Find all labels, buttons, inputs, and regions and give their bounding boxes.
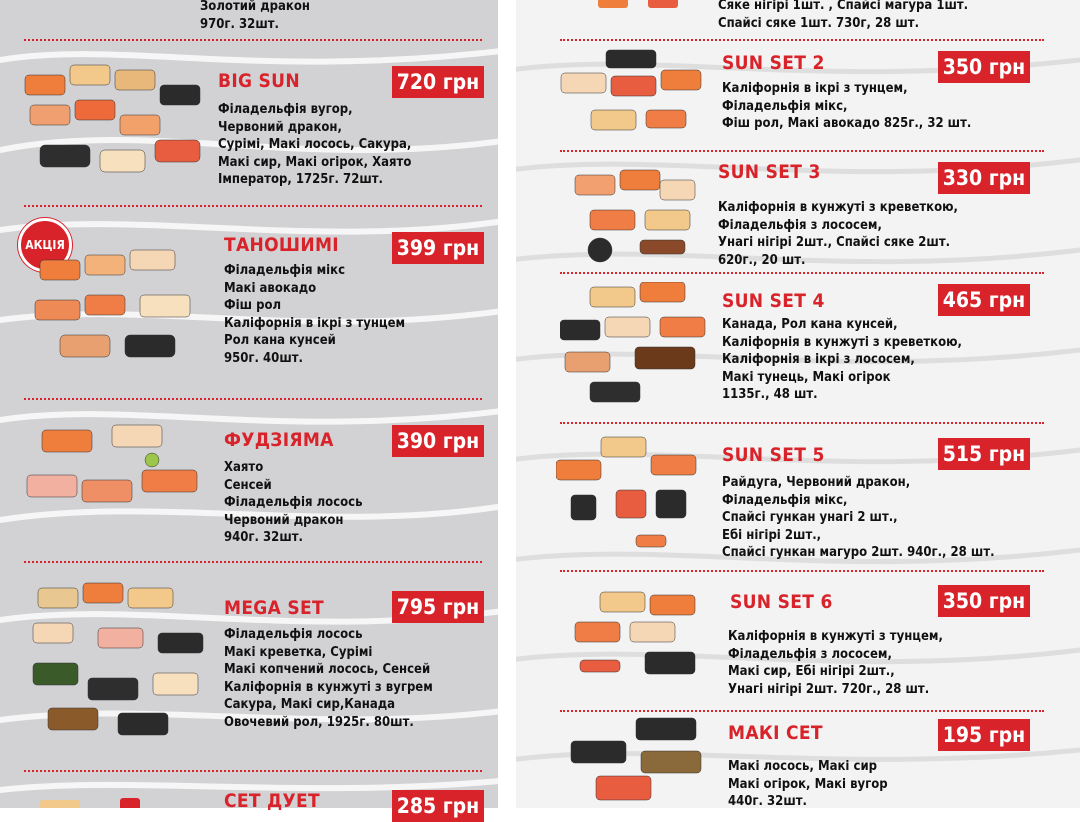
description-line: 970г. 32шт. (200, 16, 279, 32)
description-line: 440г. 32шт. (728, 794, 807, 809)
description-line: Спайсі сяке 1шт. 730г, 28 шт. (718, 15, 920, 31)
description-line: 1135г., 48 шт. (722, 387, 818, 402)
sushi-set-photo (566, 716, 711, 808)
item-description (718, 199, 958, 269)
price-tag: 350 грн (938, 51, 1030, 83)
item-title: SUN SET 6 (730, 591, 833, 613)
description-line: Ебі нігірі 2шт., (722, 527, 822, 543)
price-tag: 465 грн (938, 284, 1030, 316)
item-description (224, 262, 405, 367)
description-line: Макі креветка, Сурімі (224, 644, 373, 660)
dotted-separator (24, 398, 482, 400)
description-line: Сакура, Макі сир,Канада (224, 697, 396, 712)
price-tag: 350 грн (938, 585, 1030, 617)
description-line: 620г., 20 шт. (718, 252, 806, 268)
description-line: Філадельфія мікс, (722, 492, 848, 508)
description-line: Макі лосось, Макі сир (728, 759, 878, 774)
dotted-separator (560, 150, 1044, 152)
description-line: Сурімі, Макі лосось, Сакура, (218, 137, 412, 152)
dotted-separator (560, 39, 1044, 41)
price-tag: 720 грн (392, 66, 484, 98)
item-title: BIG SUN (218, 70, 300, 92)
item-title: ТАНОШИМІ (224, 234, 339, 256)
description-line: Каліфорнія в кунжуті з вугрем (224, 679, 433, 695)
dotted-separator (24, 205, 482, 207)
description-line: Фіш рол (224, 298, 282, 313)
item-description (722, 474, 995, 562)
dotted-separator (24, 770, 482, 772)
item-description (200, 0, 310, 33)
description-line: Макі сир, Макі огірок, Хаято (218, 154, 412, 170)
item-description (728, 758, 888, 811)
sushi-set-photo (556, 48, 706, 140)
description-line: Сяке нігірі 1шт. , Спайсі магура 1шт. (718, 0, 969, 13)
item-description (218, 101, 411, 189)
description-line: Філадельфія з лососем, (728, 646, 892, 662)
description-line: Макі тунець, Макі огірок (722, 369, 891, 385)
dotted-separator (560, 422, 1044, 424)
price-tag: 515 грн (938, 438, 1030, 470)
item-description (722, 80, 971, 133)
price-tag: 195 грн (938, 719, 1030, 751)
sushi-set-photo (30, 240, 210, 370)
sushi-set-photo (28, 578, 213, 743)
sushi-set-photo (40, 796, 150, 808)
description-line: Каліфорнія в кунжуті з креветкою, (718, 200, 958, 215)
description-line: Райдуга, Червоний дракон, (722, 475, 911, 490)
item-title: SUN SET 2 (722, 52, 825, 74)
description-line: Унагі нігірі 2шт. 720г., 28 шт. (728, 681, 930, 697)
dotted-separator (560, 710, 1044, 712)
description-line: Філадельфія мікс, (722, 98, 848, 114)
price-tag: 399 грн (392, 232, 484, 264)
sushi-set-photo (598, 0, 718, 14)
description-line: Золотий дракон (200, 0, 310, 14)
description-line: Макі копчений лосось, Сенсей (224, 662, 431, 677)
item-description (224, 459, 363, 547)
sushi-set-photo (560, 590, 710, 690)
description-line: Каліфорнія в ікрі з тунцем (224, 315, 406, 331)
sushi-set-photo (570, 165, 700, 265)
item-title: SUN SET 3 (718, 161, 821, 183)
price-tag: 795 грн (392, 591, 484, 623)
description-line: Спайсі гункан унагі 2 шт., (722, 510, 898, 525)
description-line: Каліфорнія в ікрі з тунцем, (722, 81, 908, 96)
column-gap (498, 0, 516, 808)
dotted-separator (560, 272, 1044, 274)
item-title: СЕТ ДУЕТ (224, 790, 320, 812)
item-description (718, 0, 968, 32)
description-line: Макі огірок, Макі вугор (728, 776, 888, 792)
item-title: MEGA SET (224, 597, 324, 619)
item-description (728, 628, 943, 698)
item-title: SUN SET 4 (722, 290, 825, 312)
description-line: Філадельфія з лососем, (718, 217, 882, 233)
description-line: Червоний дракон, (218, 119, 342, 135)
sushi-set-photo (560, 282, 710, 407)
sushi-set-photo (22, 420, 212, 530)
description-line: Каліфорнія в кунжуті з креветкою, (722, 334, 962, 350)
description-line: Сенсей (224, 477, 272, 493)
description-line: Філадельфія мікс (224, 263, 346, 278)
description-line: Макі авокадо (224, 280, 317, 296)
description-line: Канада, Рол кана кунсей, (722, 317, 898, 332)
dotted-separator (560, 570, 1044, 572)
price-tag: 285 грн (392, 790, 484, 822)
description-line: Унагі нігірі 2шт., Спайсі сяке 2шт. (718, 235, 951, 250)
description-line: Каліфорнія в кунжуті з тунцем, (728, 629, 943, 644)
sushi-set-photo (20, 55, 210, 190)
description-line: Філадельфія вугор, (218, 102, 353, 117)
dotted-separator (24, 39, 482, 41)
description-line: Філадельфія лосось (224, 627, 363, 642)
description-line: Філадельфія лосось (224, 495, 363, 510)
description-line: Рол кана кунсей (224, 333, 336, 348)
description-line: Овочевий рол, 1925г. 80шт. (224, 714, 414, 730)
description-line: Макі сир, Ебі нігірі 2шт., (728, 664, 895, 679)
description-line: Спайсі гункан магуро 2шт. 940г., 28 шт. (722, 545, 995, 560)
description-line: 950г. 40шт. (224, 350, 303, 366)
item-title: SUN SET 5 (722, 444, 825, 466)
item-description (224, 626, 433, 731)
sushi-set-photo (556, 435, 706, 560)
price-tag: 330 грн (938, 162, 1030, 194)
item-description (722, 316, 962, 404)
description-line: Імператор, 1725г. 72шт. (218, 172, 383, 187)
promo-badge: АКЦІЯ (18, 218, 72, 272)
description-line: Хаято (224, 460, 264, 475)
price-tag: 390 грн (392, 425, 484, 457)
item-title: ФУДЗІЯМА (224, 429, 334, 451)
item-title: МАКІ СЕТ (728, 722, 823, 744)
description-line: Червоний дракон (224, 512, 344, 528)
description-line: Фіш рол, Макі авокадо 825г., 32 шт. (722, 116, 972, 131)
description-line: 940г. 32шт. (224, 530, 303, 545)
dotted-separator (24, 561, 482, 563)
description-line: Каліфорнія в ікрі з лососем, (722, 352, 915, 367)
